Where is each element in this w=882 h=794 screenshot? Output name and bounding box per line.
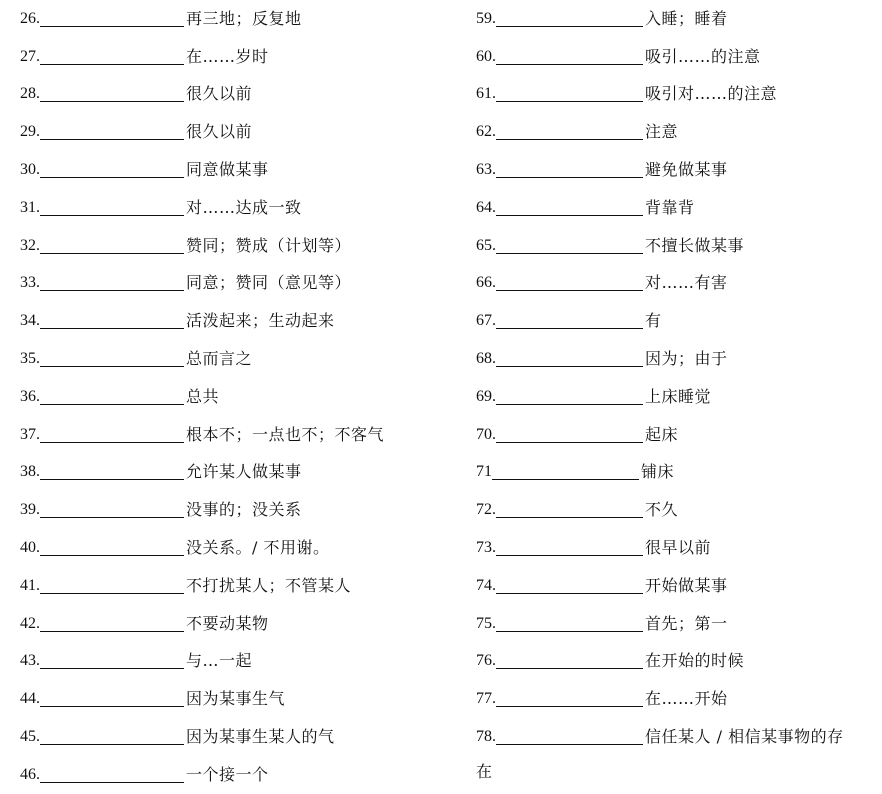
item-number: 45.	[20, 728, 40, 746]
exercise-row	[476, 189, 882, 227]
answer-blank[interactable]	[40, 502, 184, 518]
answer-blank[interactable]	[40, 464, 184, 480]
exercise-row	[20, 491, 460, 529]
chinese-meaning: 有	[645, 311, 662, 331]
answer-blank[interactable]	[496, 238, 643, 254]
answer-blank[interactable]	[40, 275, 184, 291]
exercise-row	[20, 227, 460, 265]
chinese-meaning: 总而言之	[186, 349, 253, 369]
exercise-row	[20, 38, 460, 76]
exercise-row	[476, 151, 882, 189]
exercise-row	[20, 680, 460, 718]
exercise-row	[476, 643, 882, 681]
item-number: 43.	[20, 652, 40, 670]
exercise-row	[20, 643, 460, 681]
answer-blank[interactable]	[496, 11, 643, 27]
wrapped-text-continuation: 在	[476, 762, 493, 781]
exercise-row	[476, 227, 882, 265]
answer-blank[interactable]	[496, 691, 643, 707]
answer-blank[interactable]	[496, 351, 643, 367]
exercise-row	[476, 378, 882, 416]
chinese-meaning: 根本不；一点也不；不客气	[186, 424, 385, 444]
answer-blank[interactable]	[496, 313, 643, 329]
chinese-meaning: 注意	[645, 122, 679, 142]
exercise-row	[476, 416, 882, 454]
chinese-meaning: 吸引对……的注意	[645, 84, 778, 104]
answer-blank[interactable]	[496, 653, 643, 669]
item-number: 62.	[476, 123, 496, 141]
answer-blank[interactable]	[40, 767, 184, 783]
exercise-row	[20, 605, 460, 643]
item-number: 67.	[476, 312, 496, 330]
item-number: 39.	[20, 501, 40, 519]
chinese-meaning: 很久以前	[186, 122, 253, 142]
item-number: 32.	[20, 236, 40, 254]
answer-blank[interactable]	[40, 11, 184, 27]
answer-blank[interactable]	[496, 729, 643, 745]
answer-blank[interactable]	[40, 200, 184, 216]
answer-blank[interactable]	[40, 427, 184, 443]
item-number: 59.	[476, 9, 496, 27]
chinese-meaning: 不久	[645, 500, 679, 520]
exercise-row	[20, 454, 460, 492]
item-number: 69.	[476, 387, 496, 405]
chinese-meaning: 背靠背	[645, 197, 695, 217]
answer-blank[interactable]	[496, 616, 643, 632]
chinese-meaning: 同意做某事	[186, 160, 269, 180]
chinese-meaning: 很早以前	[645, 538, 712, 558]
chinese-meaning: 因为某事生气	[186, 689, 286, 709]
item-number: 78.	[476, 728, 496, 746]
exercise-row	[20, 0, 460, 38]
chinese-meaning: 赞同；赞成（计划等）	[186, 235, 352, 255]
item-number: 34.	[20, 312, 40, 330]
chinese-meaning: 不打扰某人；不管某人	[186, 575, 352, 595]
item-number: 27.	[20, 47, 40, 65]
chinese-meaning: 不要动某物	[186, 613, 269, 633]
item-number: 61.	[476, 85, 496, 103]
exercise-row	[20, 416, 460, 454]
item-number: 75.	[476, 614, 496, 632]
exercise-row	[476, 340, 882, 378]
chinese-meaning: 总共	[186, 386, 220, 406]
item-number: 64.	[476, 198, 496, 216]
chinese-meaning: 起床	[645, 424, 679, 444]
item-number: 29.	[20, 123, 40, 141]
chinese-meaning: 对……达成一致	[186, 197, 302, 217]
exercise-row	[476, 76, 882, 114]
chinese-meaning: 与…一起	[186, 651, 253, 671]
answer-blank[interactable]	[40, 86, 184, 102]
chinese-meaning: 吸引……的注意	[645, 46, 761, 66]
answer-blank[interactable]	[496, 200, 643, 216]
exercise-row	[20, 76, 460, 114]
chinese-meaning: 避免做某事	[645, 160, 728, 180]
chinese-meaning: 信任某人 / 相信某事物的存	[645, 727, 844, 747]
exercise-row	[20, 151, 460, 189]
chinese-meaning: 在……岁时	[186, 46, 269, 66]
item-number: 72.	[476, 501, 496, 519]
exercise-row	[476, 0, 882, 38]
exercise-row	[20, 567, 460, 605]
item-number: 38.	[20, 463, 40, 481]
chinese-meaning: 一个接一个	[186, 764, 269, 784]
exercise-row	[476, 113, 882, 151]
left-column	[20, 0, 460, 794]
answer-blank[interactable]	[496, 427, 643, 443]
item-number: 74.	[476, 576, 496, 594]
chinese-meaning: 再三地；反复地	[186, 8, 302, 28]
answer-blank[interactable]	[40, 691, 184, 707]
exercise-row	[20, 718, 460, 756]
exercise-row	[476, 567, 882, 605]
exercise-row	[20, 378, 460, 416]
exercise-row	[476, 491, 882, 529]
chinese-meaning: 因为某事生某人的气	[186, 727, 335, 747]
answer-blank[interactable]	[496, 162, 643, 178]
answer-blank[interactable]	[492, 464, 639, 480]
item-number: 37.	[20, 425, 40, 443]
answer-blank[interactable]	[496, 124, 643, 140]
item-number: 76.	[476, 652, 496, 670]
item-number: 41.	[20, 576, 40, 594]
item-number: 63.	[476, 161, 496, 179]
chinese-meaning: 不擅长做某事	[645, 235, 745, 255]
exercise-row	[476, 605, 882, 643]
item-number: 68.	[476, 350, 496, 368]
answer-blank[interactable]	[40, 351, 184, 367]
answer-blank[interactable]	[40, 238, 184, 254]
exercise-row	[20, 529, 460, 567]
chinese-meaning: 首先；第一	[645, 613, 728, 633]
exercise-row	[476, 265, 882, 303]
chinese-meaning: 对……有害	[645, 273, 728, 293]
item-number: 77.	[476, 690, 496, 708]
chinese-meaning: 活泼起来；生动起来	[186, 311, 335, 331]
exercise-row	[20, 756, 460, 794]
item-number: 40.	[20, 539, 40, 557]
item-number: 28.	[20, 85, 40, 103]
answer-blank[interactable]	[40, 313, 184, 329]
item-number: 31.	[20, 198, 40, 216]
answer-blank[interactable]	[496, 502, 643, 518]
item-number: 60.	[476, 47, 496, 65]
chinese-meaning: 允许某人做某事	[186, 462, 302, 482]
item-number: 42.	[20, 614, 40, 632]
chinese-meaning: 因为；由于	[645, 349, 728, 369]
item-number: 26.	[20, 9, 40, 27]
exercise-row	[476, 718, 882, 756]
chinese-meaning: 上床睡觉	[645, 386, 712, 406]
answer-blank[interactable]	[496, 49, 643, 65]
chinese-meaning: 同意；赞同（意见等）	[186, 273, 352, 293]
chinese-meaning: 在开始的时候	[645, 651, 745, 671]
answer-blank[interactable]	[40, 124, 184, 140]
exercise-row	[20, 340, 460, 378]
answer-blank[interactable]	[40, 49, 184, 65]
answer-blank[interactable]	[496, 389, 643, 405]
chinese-meaning: 入睡；睡着	[645, 8, 728, 28]
chinese-meaning: 没关系。/ 不用谢。	[186, 538, 330, 558]
chinese-meaning: 在……开始	[645, 689, 728, 709]
chinese-meaning: 很久以前	[186, 84, 253, 104]
item-number: 44.	[20, 690, 40, 708]
item-number: 73.	[476, 539, 496, 557]
item-number: 65.	[476, 236, 496, 254]
exercise-row	[476, 680, 882, 718]
answer-blank[interactable]	[496, 275, 643, 291]
exercise-row	[476, 38, 882, 76]
exercise-row	[20, 302, 460, 340]
answer-blank[interactable]	[496, 578, 643, 594]
item-number: 36.	[20, 387, 40, 405]
answer-blank[interactable]	[40, 616, 184, 632]
answer-blank[interactable]	[40, 578, 184, 594]
exercise-row	[20, 189, 460, 227]
answer-blank[interactable]	[496, 540, 643, 556]
right-column	[476, 0, 882, 756]
chinese-meaning: 铺床	[641, 462, 675, 482]
item-number: 35.	[20, 350, 40, 368]
answer-blank[interactable]	[40, 389, 184, 405]
chinese-meaning: 没事的；没关系	[186, 500, 302, 520]
item-number: 71	[476, 463, 492, 481]
exercise-row	[20, 113, 460, 151]
answer-blank[interactable]	[40, 653, 184, 669]
exercise-row	[20, 265, 460, 303]
answer-blank[interactable]	[496, 86, 643, 102]
item-number: 66.	[476, 274, 496, 292]
chinese-meaning: 开始做某事	[645, 575, 728, 595]
exercise-row	[476, 454, 882, 492]
exercise-row	[476, 529, 882, 567]
item-number: 33.	[20, 274, 40, 292]
answer-blank[interactable]	[40, 540, 184, 556]
answer-blank[interactable]	[40, 729, 184, 745]
answer-blank[interactable]	[40, 162, 184, 178]
item-number: 70.	[476, 425, 496, 443]
item-number: 46.	[20, 765, 40, 783]
item-number: 30.	[20, 161, 40, 179]
exercise-row	[476, 302, 882, 340]
